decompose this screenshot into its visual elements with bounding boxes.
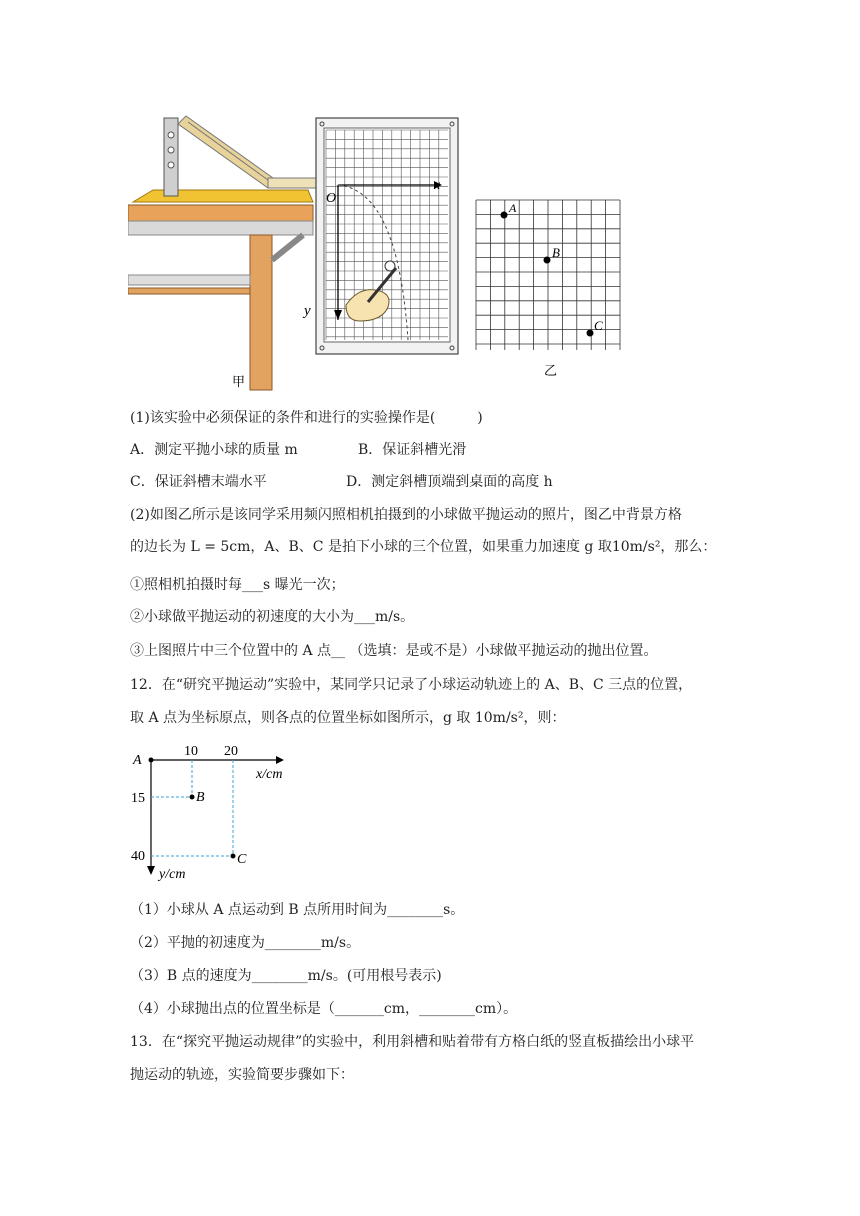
q13-line2: 抛运动的轨迹，实验简要步骤如下： [130,1067,354,1083]
tick-x-10: 10 [184,744,198,759]
tick-y-15: 15 [131,791,145,806]
point-b-label: B [552,245,560,260]
point-a-label: A [509,201,517,215]
point-b-dot [544,257,551,264]
q11-part2-line1: (2)如图乙所示是该同学采用频闪照相机拍摄到的小球做平抛运动的照片，图乙中背景方格 [130,507,682,523]
q11-part1: (1)该实验中必须保证的条件和进行的实验操作是( ) [130,410,483,426]
axis-y-label: y [304,303,311,319]
point-b-dot [190,795,195,800]
point-c-label: C [237,852,247,867]
point-a-dot [501,212,508,219]
q12-answer2: （2）平抛的初速度为________m/s。 [130,935,361,951]
table-top [128,205,313,221]
y-axis-label: y/cm [159,867,186,882]
origin-label: O [326,191,337,206]
caption-jia: 甲 [232,374,246,389]
q11-sub3: ③上图照片中三个位置中的 A 点__ （选填：是或不是）小球做平抛运动的抛出位置。 [130,643,658,659]
q11-option-d: D．测定斜槽顶端到桌面的高度 h [346,474,553,490]
graph-origin-label: A [133,753,142,768]
q11-part2-line2: 的边长为 L = 5cm，A、B、C 是拍下小球的三个位置，如果重力加速度 g 取10m/s²，那么： [130,539,717,555]
point-c-dot [231,854,236,859]
tick-y-40: 40 [131,849,145,864]
x-axis-label: x/cm [256,767,283,782]
q11-sub1: ①照相机拍摄时每___s 曝光一次； [130,577,345,593]
caption-yi: 乙 [544,363,558,378]
q13-line1: 13．在“探究平抛运动规律”的实验中，利用斜槽和贴着带有方格白纸的竖直板描绘出小球平 [130,1034,695,1050]
point-c-dot [587,330,594,337]
q12-answer3: （3）B 点的速度为________m/s。(可用根号表示) [130,968,442,984]
q12-answer4: （4）小球抛出点的位置坐标是（_______cm，________cm）。 [130,1001,518,1017]
q12-line2: 取 A 点为坐标原点，则各点的位置坐标如图所示，g 取 10m/s²，则： [130,710,566,726]
tick-x-20: 20 [224,744,238,759]
chute [178,116,320,188]
q12-coordinate-figure [128,742,308,887]
q11-sub2: ②小球做平抛运动的初速度的大小为___m/s。 [130,609,415,625]
point-c-label: C [594,318,603,333]
q11-option-a: A．测定平抛小球的质量 m [130,442,298,458]
q12-answer1: （1）小球从 A 点运动到 B 点所用时间为________s。 [130,902,465,918]
point-b-label: B [196,790,205,805]
table-leg [250,235,272,390]
point-a-dot [149,758,154,763]
apparatus-figure [128,110,648,395]
q12-line1: 12．在“研究平抛运动”实验中，某同学只记录了小球运动轨迹上的 A、B、C 三点的位置， [130,677,693,693]
axis-x-label: x [434,178,441,193]
q11-option-b: B．保证斜槽光滑 [358,442,467,458]
q11-option-c: C．保证斜槽末端水平 [130,474,267,490]
stand [164,118,178,196]
